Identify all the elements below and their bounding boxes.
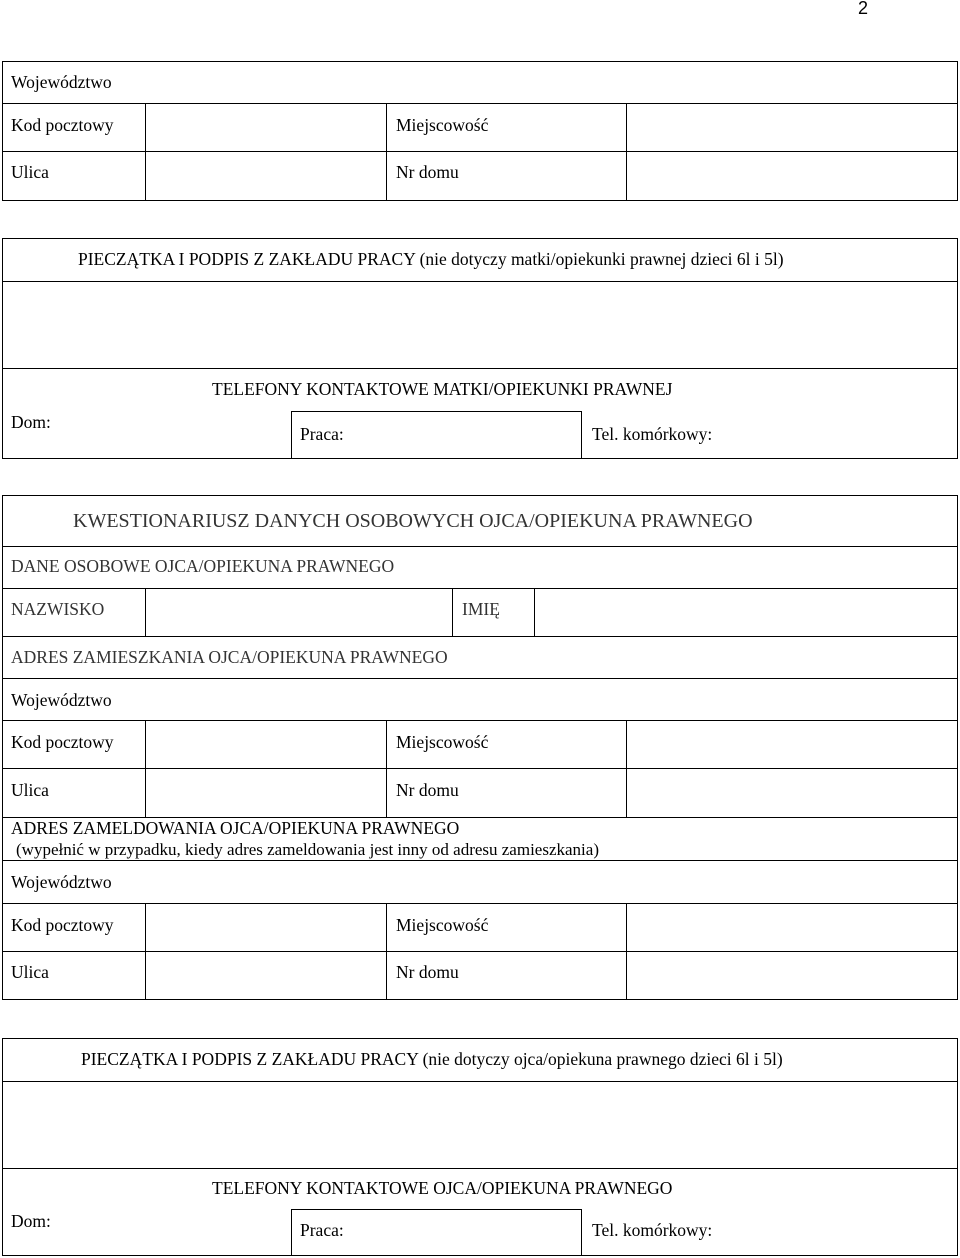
father-reg-postal-field[interactable] bbox=[145, 903, 387, 1000]
mother-house-label: Nr domu bbox=[396, 162, 459, 182]
mother-postal-label: Kod pocztowy bbox=[11, 115, 114, 135]
father-voivodeship-row[interactable] bbox=[2, 678, 958, 721]
father-home-phone-label: Dom: bbox=[11, 1211, 51, 1231]
mother-city-label: Miejscowość bbox=[396, 115, 489, 135]
father-reg-house-label: Nr domu bbox=[396, 962, 459, 982]
father-city-label: Miejscowość bbox=[396, 732, 489, 752]
father-postal-field[interactable] bbox=[145, 720, 387, 818]
mother-stamp-label: PIECZĄTKA I PODPIS Z ZAKŁADU PRACY (nie dotyczy matki/opiekunki prawnej dzieci 6l i 5l) bbox=[78, 249, 784, 269]
father-surname-field[interactable] bbox=[145, 588, 453, 637]
mother-street-label: Ulica bbox=[11, 162, 49, 182]
father-reg-voivodeship-label: Województwo bbox=[11, 872, 112, 892]
father-phones-heading: TELEFONY KONTAKTOWE OJCA/OPIEKUNA PRAWNEGO bbox=[212, 1178, 673, 1198]
father-form-title: KWESTIONARIUSZ DANYCH OSOBOWYCH OJCA/OPIEKUNA PRAWNEGO bbox=[73, 510, 753, 532]
mother-voivodeship-row[interactable] bbox=[2, 61, 958, 104]
father-voivodeship-label: Województwo bbox=[11, 690, 112, 710]
father-work-phone-label: Praca: bbox=[300, 1220, 344, 1240]
father-first-name-field[interactable] bbox=[534, 588, 958, 637]
mother-home-phone-label: Dom: bbox=[11, 412, 51, 432]
father-house-label: Nr domu bbox=[396, 780, 459, 800]
father-reg-city-field[interactable] bbox=[626, 903, 958, 1000]
father-surname-label: NAZWISKO bbox=[11, 599, 105, 619]
mother-postal-field[interactable] bbox=[145, 103, 387, 201]
mother-city-field[interactable] bbox=[626, 103, 958, 201]
father-mobile-phone-label: Tel. komórkowy: bbox=[592, 1220, 713, 1240]
mother-voivodeship-label: Województwo bbox=[11, 72, 112, 92]
father-registration-heading: ADRES ZAMELDOWANIA OJCA/OPIEKUNA PRAWNEGO bbox=[11, 818, 460, 838]
father-registration-note: (wypełnić w przypadku, kiedy adres zameldowania jest inny od adresu zamieszkania) bbox=[16, 840, 599, 859]
father-stamp-label: PIECZĄTKA I PODPIS Z ZAKŁADU PRACY (nie dotyczy ojca/opiekuna prawnego dzieci 6l i 5l) bbox=[81, 1049, 783, 1069]
mother-mobile-phone-label: Tel. komórkowy: bbox=[592, 424, 713, 444]
father-reg-street-label: Ulica bbox=[11, 962, 49, 982]
father-personal-heading: DANE OSOBOWE OJCA/OPIEKUNA PRAWNEGO bbox=[11, 556, 395, 576]
mother-stamp-area[interactable] bbox=[2, 281, 958, 369]
father-first-name-label: IMIĘ bbox=[462, 599, 500, 619]
father-street-label: Ulica bbox=[11, 780, 49, 800]
father-reg-postal-label: Kod pocztowy bbox=[11, 915, 114, 935]
father-reg-city-label: Miejscowość bbox=[396, 915, 489, 935]
page-number: 2 bbox=[857, 0, 868, 18]
mother-phones-heading: TELEFONY KONTAKTOWE MATKI/OPIEKUNKI PRAWNEJ bbox=[212, 379, 673, 399]
mother-work-phone-label: Praca: bbox=[300, 424, 344, 444]
father-postal-label: Kod pocztowy bbox=[11, 732, 114, 752]
father-city-field[interactable] bbox=[626, 720, 958, 818]
father-reg-voivodeship-row[interactable] bbox=[2, 860, 958, 904]
father-stamp-area[interactable] bbox=[2, 1081, 958, 1169]
father-residence-heading: ADRES ZAMIESZKANIA OJCA/OPIEKUNA PRAWNEGO bbox=[11, 647, 448, 667]
